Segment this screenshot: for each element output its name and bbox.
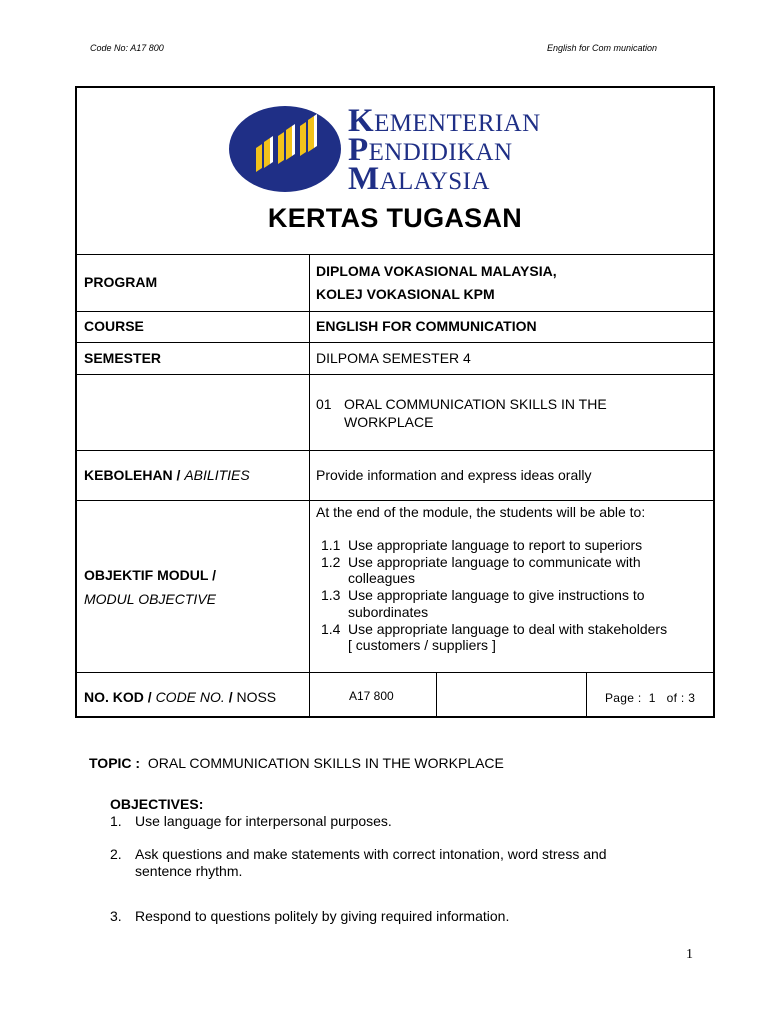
- row-divider: [77, 254, 713, 255]
- ministry-line-1: KEMENTERIAN: [348, 103, 541, 139]
- unit-title-line-1: ORAL COMMUNICATION SKILLS IN THE: [344, 396, 607, 412]
- program-label: PROGRAM: [84, 274, 158, 290]
- code-label: NO. KOD / CODE NO. / NOSS: [84, 689, 277, 705]
- column-divider: [586, 672, 587, 716]
- row-divider: [77, 311, 713, 312]
- ministry-line-3: MALAYSIA: [348, 161, 490, 197]
- form-title: KERTAS TUGASAN: [267, 203, 523, 233]
- module-objective-list: [321, 537, 701, 654]
- row-divider: [77, 500, 713, 501]
- program-value-line-2: KOLEJ VOKASIONAL KPM: [316, 286, 495, 302]
- abilities-label: KEBOLEHAN / ABILITIES: [84, 467, 250, 483]
- unit-title-line-2: WORKPLACE: [344, 414, 434, 430]
- module-objective-intro: At the end of the module, the students will be able to:: [316, 504, 646, 520]
- row-divider: [77, 374, 713, 375]
- module-objective-item: 1.2 Use appropriate language to communicate with colleagues: [321, 553, 641, 587]
- page-indicator: Page : 1 of : 3: [605, 691, 696, 705]
- ministry-line-2: PENDIDIKAN: [348, 132, 513, 168]
- module-objective-item: 1.1 Use appropriate language to report to superiors: [321, 537, 643, 553]
- semester-label: SEMESTER: [84, 350, 162, 366]
- column-divider: [436, 672, 437, 716]
- ministry-name: [348, 103, 541, 197]
- objectives-heading: OBJECTIVES:: [110, 796, 204, 812]
- course-value: ENGLISH FOR COMMUNICATION: [316, 318, 537, 334]
- unit-number: 01: [316, 396, 332, 412]
- module-objective-item: 1.4 Use appropriate language to deal with stakeholders [ customers / suppliers ]: [321, 620, 668, 654]
- module-objective-label-italic: MODUL OBJECTIVE: [84, 591, 216, 607]
- course-label: COURSE: [84, 318, 144, 334]
- code-value: A17 800: [349, 689, 394, 703]
- row-divider: [77, 672, 713, 673]
- assignment-form-table: [75, 86, 715, 718]
- program-value-line-1: DIPLOMA VOKASIONAL MALAYSIA,: [316, 263, 557, 279]
- semester-value: DILPOMA SEMESTER 4: [316, 350, 471, 366]
- ministry-emblem-icon: [228, 105, 342, 193]
- row-divider: [77, 342, 713, 343]
- column-divider: [309, 254, 310, 716]
- header-code: Code No: A17 800: [90, 43, 164, 53]
- logo-area: [77, 88, 713, 254]
- topic-line: TOPIC : ORAL COMMUNICATION SKILLS IN THE WORKPLACE: [89, 755, 504, 771]
- module-objective-item: 1.3 Use appropriate language to give instructions to subordinates: [321, 587, 645, 620]
- abilities-value: Provide information and express ideas orally: [316, 467, 592, 483]
- module-objective-label: OBJEKTIF MODUL /: [84, 567, 216, 583]
- header-subject: English for Com munication: [547, 43, 658, 53]
- page-number: 1: [686, 947, 693, 962]
- row-divider: [77, 450, 713, 451]
